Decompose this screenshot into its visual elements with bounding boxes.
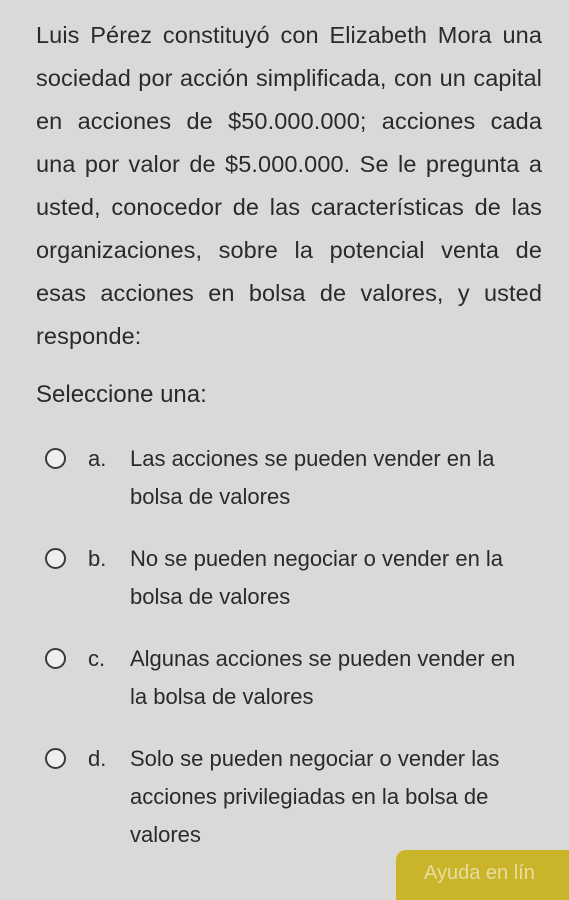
option-c-letter: c. bbox=[88, 646, 106, 671]
radio-c[interactable] bbox=[45, 648, 66, 669]
option-b-letter: b. bbox=[88, 546, 107, 571]
radio-a[interactable] bbox=[45, 448, 66, 469]
online-help-button[interactable]: Ayuda en lín bbox=[396, 850, 569, 900]
select-one-prompt: Seleccione una: bbox=[36, 381, 207, 408]
option-b[interactable] bbox=[0, 540, 569, 640]
option-a[interactable] bbox=[0, 440, 569, 540]
option-a-letter: a. bbox=[88, 446, 107, 471]
option-c-text[interactable]: Algunas acciones se pueden vender en la bolsa de valores bbox=[130, 646, 516, 709]
option-a-text[interactable]: Las acciones se pueden vender en la bolsa de valores bbox=[130, 446, 495, 509]
radio-d[interactable] bbox=[45, 748, 66, 769]
option-b-text[interactable]: No se pueden negociar o vender en la bolsa de valores bbox=[130, 546, 504, 609]
option-d-text[interactable]: Solo se pueden negociar o vender las acciones privilegiadas en la bolsa de valores bbox=[130, 746, 500, 847]
option-d-letter: d. bbox=[88, 746, 107, 771]
option-c[interactable] bbox=[0, 640, 569, 740]
question-text: Luis Pérez constituyó con Elizabeth Mora una sociedad por acción simplificada, con un capital en acciones de $50.000.000; acciones cada una por valor de $5.000.000. Se le pregunta a usted, conocedor de las características de las organizaciones, sobre la potencial venta de esas acciones en bolsa de valores, y usted responde: bbox=[36, 22, 542, 349]
answer-options bbox=[0, 440, 569, 880]
radio-b[interactable] bbox=[45, 548, 66, 569]
